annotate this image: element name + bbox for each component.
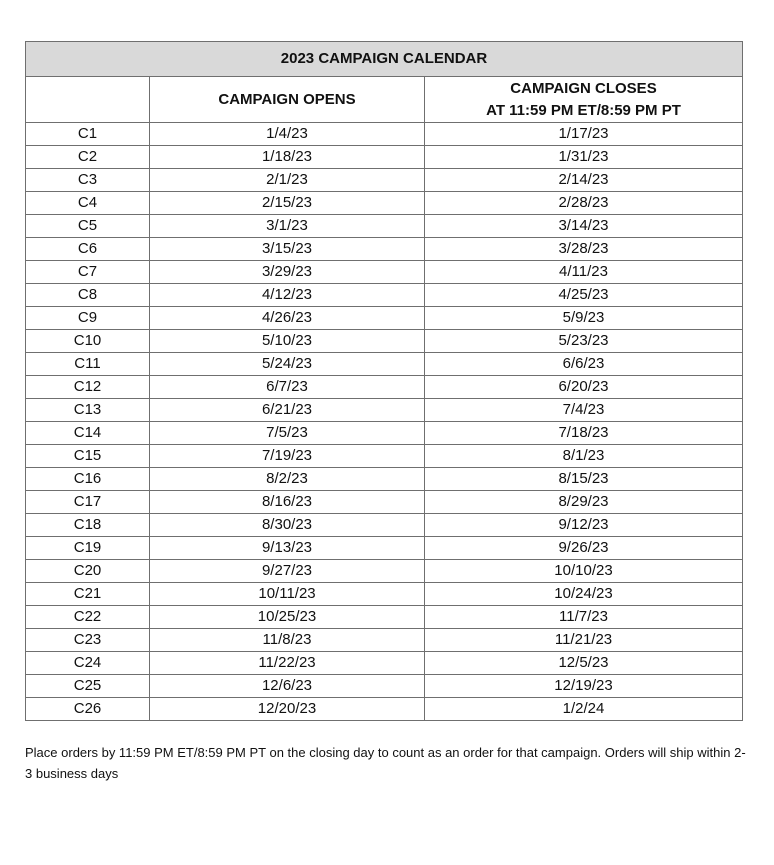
opens-cell: 7/19/23 [150, 445, 425, 468]
closes-cell: 3/28/23 [425, 238, 743, 261]
table-row [26, 169, 743, 192]
campaign-cell: C11 [26, 353, 150, 376]
closes-cell: 1/2/24 [425, 698, 743, 721]
table-row [26, 583, 743, 606]
closes-cell: 6/6/23 [425, 353, 743, 376]
opens-cell: 7/5/23 [150, 422, 425, 445]
campaign-cell: C9 [26, 307, 150, 330]
table-title-row [26, 42, 743, 77]
opens-cell: 9/27/23 [150, 560, 425, 583]
closes-cell: 9/26/23 [425, 537, 743, 560]
campaign-cell: C6 [26, 238, 150, 261]
closes-cell: 10/10/23 [425, 560, 743, 583]
table-row [26, 215, 743, 238]
closes-header-line-2: AT 11:59 PM ET/8:59 PM PT [486, 101, 681, 119]
campaign-cell: C19 [26, 537, 150, 560]
column-header-row [26, 77, 743, 123]
closes-cell: 4/25/23 [425, 284, 743, 307]
table-row [26, 353, 743, 376]
opens-cell: 11/22/23 [150, 652, 425, 675]
campaign-cell: C7 [26, 261, 150, 284]
campaign-cell: C17 [26, 491, 150, 514]
campaign-cell: C23 [26, 629, 150, 652]
opens-cell: 6/21/23 [150, 399, 425, 422]
opens-cell: 12/6/23 [150, 675, 425, 698]
closes-cell: 8/1/23 [425, 445, 743, 468]
campaign-cell: C22 [26, 606, 150, 629]
table-row [26, 698, 743, 721]
closes-cell: 2/28/23 [425, 192, 743, 215]
closes-cell: 8/29/23 [425, 491, 743, 514]
table-row [26, 146, 743, 169]
opens-cell: 1/18/23 [150, 146, 425, 169]
opens-cell: 12/20/23 [150, 698, 425, 721]
closes-cell: 9/12/23 [425, 514, 743, 537]
opens-cell: 4/12/23 [150, 284, 425, 307]
table-row [26, 652, 743, 675]
opens-cell: 8/30/23 [150, 514, 425, 537]
closes-cell: 3/14/23 [425, 215, 743, 238]
table-row [26, 468, 743, 491]
closes-column-header [425, 77, 743, 123]
table-row [26, 192, 743, 215]
opens-cell: 2/15/23 [150, 192, 425, 215]
opens-cell: 6/7/23 [150, 376, 425, 399]
closes-cell: 11/21/23 [425, 629, 743, 652]
closes-cell: 5/23/23 [425, 330, 743, 353]
opens-cell: 10/11/23 [150, 583, 425, 606]
calendar-body [26, 123, 743, 721]
campaign-cell: C24 [26, 652, 150, 675]
campaign-calendar-table [25, 41, 743, 721]
table-row [26, 330, 743, 353]
table-row [26, 238, 743, 261]
closes-cell: 1/31/23 [425, 146, 743, 169]
campaign-cell: C26 [26, 698, 150, 721]
closes-cell: 7/18/23 [425, 422, 743, 445]
campaign-cell: C16 [26, 468, 150, 491]
opens-column-header: CAMPAIGN OPENS [150, 77, 425, 123]
table-row [26, 399, 743, 422]
closes-cell: 8/15/23 [425, 468, 743, 491]
opens-cell: 3/15/23 [150, 238, 425, 261]
table-row [26, 123, 743, 146]
opens-cell: 4/26/23 [150, 307, 425, 330]
campaign-cell: C1 [26, 123, 150, 146]
closes-cell: 4/11/23 [425, 261, 743, 284]
table-row [26, 445, 743, 468]
closes-cell: 12/19/23 [425, 675, 743, 698]
campaign-cell: C12 [26, 376, 150, 399]
table-row [26, 376, 743, 399]
opens-cell: 3/29/23 [150, 261, 425, 284]
closes-cell: 7/4/23 [425, 399, 743, 422]
table-row [26, 606, 743, 629]
table-row [26, 284, 743, 307]
campaign-cell: C8 [26, 284, 150, 307]
opens-cell: 1/4/23 [150, 123, 425, 146]
campaign-cell: C18 [26, 514, 150, 537]
opens-cell: 11/8/23 [150, 629, 425, 652]
opens-cell: 5/10/23 [150, 330, 425, 353]
campaign-cell: C14 [26, 422, 150, 445]
closes-cell: 6/20/23 [425, 376, 743, 399]
table-title: 2023 CAMPAIGN CALENDAR [26, 42, 743, 77]
opens-cell: 9/13/23 [150, 537, 425, 560]
closes-cell: 11/7/23 [425, 606, 743, 629]
campaign-cell: C3 [26, 169, 150, 192]
opens-cell: 2/1/23 [150, 169, 425, 192]
closes-header-line-1: CAMPAIGN CLOSES [510, 79, 657, 97]
opens-cell: 5/24/23 [150, 353, 425, 376]
campaign-cell: C4 [26, 192, 150, 215]
table-row [26, 422, 743, 445]
table-row [26, 261, 743, 284]
closes-cell: 5/9/23 [425, 307, 743, 330]
opens-cell: 3/1/23 [150, 215, 425, 238]
table-row [26, 629, 743, 652]
table-row [26, 675, 743, 698]
campaign-cell: C13 [26, 399, 150, 422]
ordering-footnote: Place orders by 11:59 PM ET/8:59 PM PT on the closing day to count as an order for that campaign. Orders will ship within 2-3 business days [25, 745, 746, 781]
campaign-cell: C21 [26, 583, 150, 606]
campaign-cell: C25 [26, 675, 150, 698]
campaign-cell: C2 [26, 146, 150, 169]
table-row [26, 491, 743, 514]
table-row [26, 560, 743, 583]
campaign-cell: C20 [26, 560, 150, 583]
closes-cell: 1/17/23 [425, 123, 743, 146]
closes-cell: 12/5/23 [425, 652, 743, 675]
opens-cell: 8/2/23 [150, 468, 425, 491]
table-row [26, 537, 743, 560]
closes-cell: 2/14/23 [425, 169, 743, 192]
campaign-column-header [26, 77, 150, 123]
campaign-cell: C10 [26, 330, 150, 353]
table-row [26, 514, 743, 537]
closes-cell: 10/24/23 [425, 583, 743, 606]
campaign-cell: C15 [26, 445, 150, 468]
campaign-cell: C5 [26, 215, 150, 238]
table-row [26, 307, 743, 330]
opens-cell: 8/16/23 [150, 491, 425, 514]
opens-cell: 10/25/23 [150, 606, 425, 629]
